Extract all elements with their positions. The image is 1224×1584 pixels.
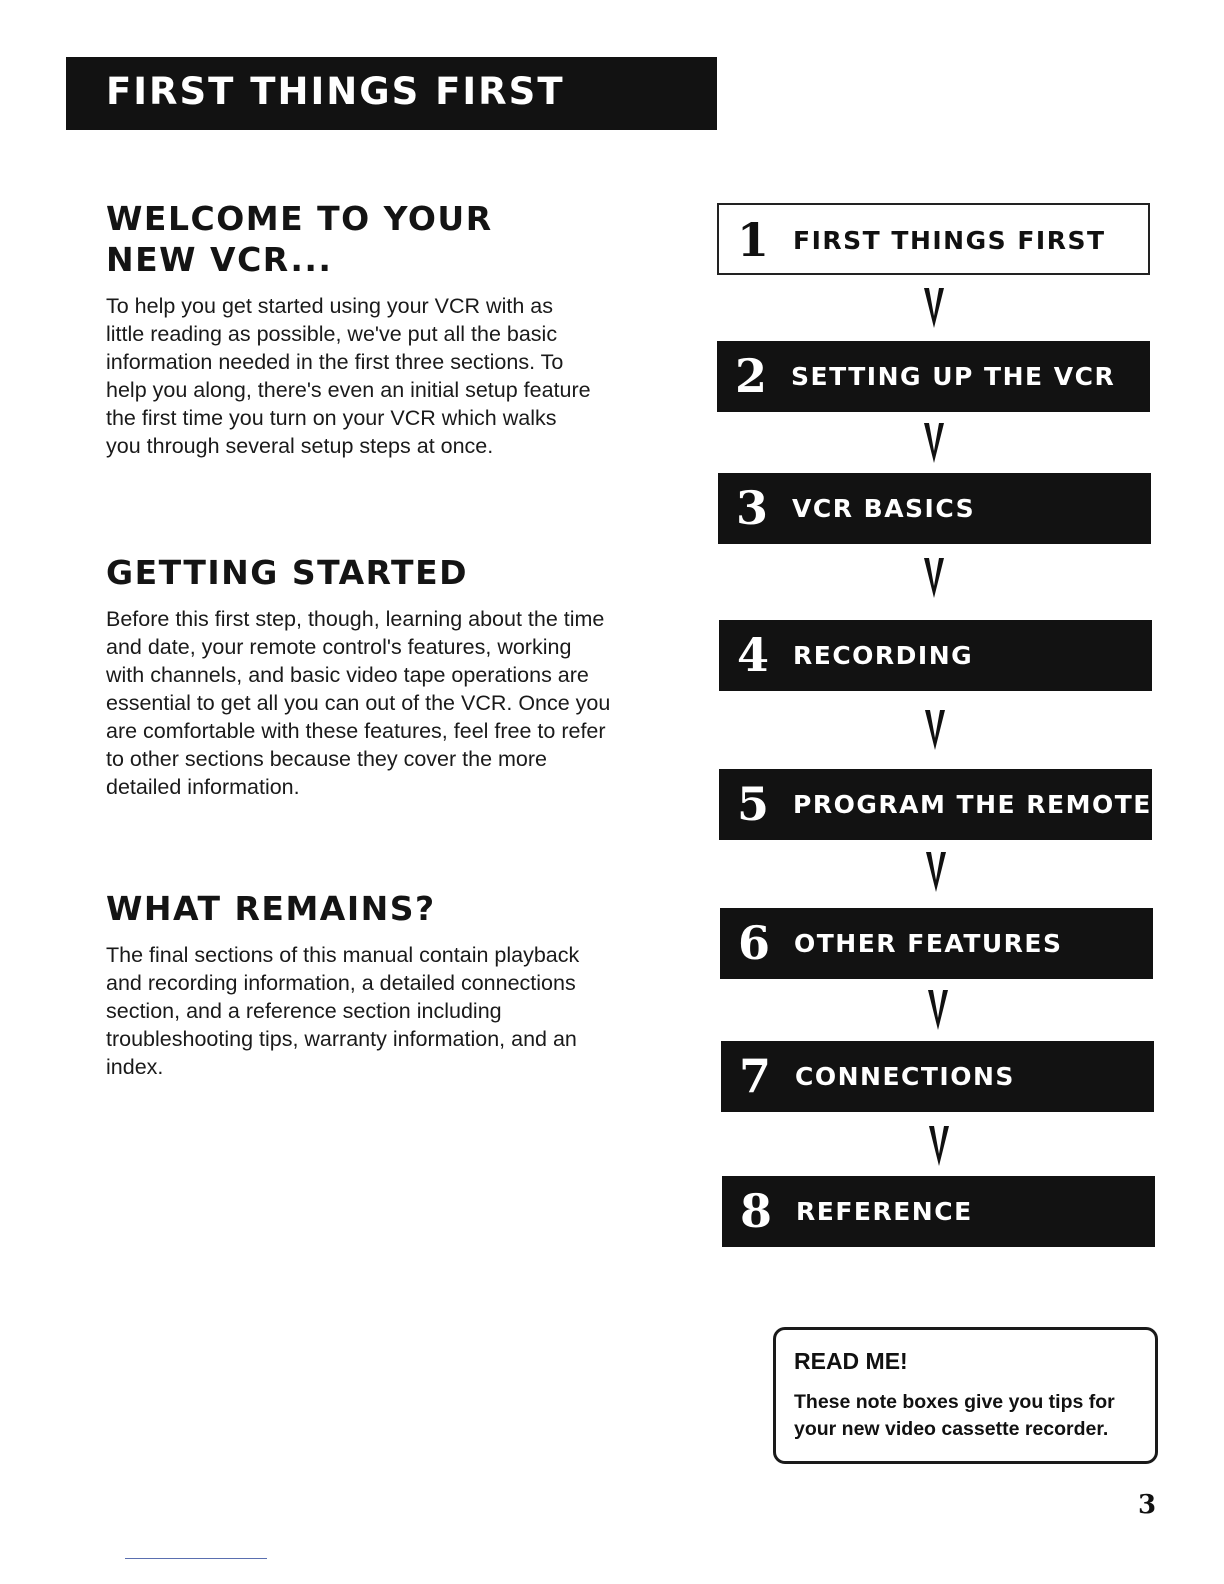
flow-step-number: 6 [738, 916, 771, 970]
flow-step-5 [719, 769, 1152, 840]
flow-step-1 [717, 203, 1150, 275]
flow-step-7 [721, 1041, 1154, 1112]
header-band [66, 57, 717, 130]
down-arrow-icon [923, 708, 947, 752]
flow-step-number: 2 [735, 349, 768, 403]
flow-step-label: RECORDING [793, 641, 974, 670]
flow-step-2 [717, 341, 1150, 412]
flow-step-number: 3 [736, 481, 769, 535]
section-body: Before this first step, though, learning about the time and date, your remote control's features, working with channels, and basic video tape operations are essential to get all you can out of the VCR. Once you are comfortable with these features, feel free to refer to other sections because they cover the more detailed information. [106, 607, 611, 799]
flow-step-label: PROGRAM THE REMOTE [793, 790, 1152, 819]
note-box [773, 1327, 1158, 1464]
flow-step-number: 8 [740, 1184, 773, 1238]
flow-step-label: OTHER FEATURES [794, 929, 1063, 958]
page-title: FIRST THINGS FIRST [106, 70, 565, 113]
flow-step-number: 7 [739, 1049, 772, 1103]
section-body: The final sections of this manual contain playback and recording information, a detailed connections section, and a reference section including troubleshooting tips, warranty information, and an index. [106, 943, 580, 1079]
section-heading: WHAT REMAINS? [106, 889, 436, 928]
down-arrow-icon [922, 286, 946, 330]
down-arrow-icon [924, 850, 948, 894]
flow-step-number: 5 [737, 777, 770, 831]
flow-step-label: VCR BASICS [792, 494, 976, 523]
flow-step-6 [720, 908, 1153, 979]
flow-step-number: 1 [737, 213, 770, 267]
section-what-remains [106, 888, 616, 1081]
section-body: To help you get started using your VCR with as little reading as possible, we've put all the basic information needed in the first three sections. To help you along, there's even an initial setup feature the first time you turn on your VCR which walks you through several setup steps at once. [106, 294, 591, 458]
flow-step-label: CONNECTIONS [795, 1062, 1015, 1091]
divider [125, 1558, 267, 1559]
section-welcome [106, 198, 616, 460]
note-body: These note boxes give you tips for your new video cassette recorder. [794, 1391, 1115, 1440]
flow-step-4 [719, 620, 1152, 691]
flow-step-label: REFERENCE [796, 1197, 973, 1226]
section-heading: WELCOME TO YOUR NEW VCR... [106, 199, 493, 279]
note-title: READ ME! [794, 1348, 908, 1374]
down-arrow-icon [927, 1124, 951, 1168]
flow-step-8 [722, 1176, 1155, 1247]
down-arrow-icon [922, 421, 946, 465]
flow-step-label: FIRST THINGS FIRST [793, 226, 1106, 255]
section-heading: GETTING STARTED [106, 553, 469, 592]
down-arrow-icon [926, 988, 950, 1032]
flow-step-number: 4 [737, 628, 770, 682]
page-number: 3 [1138, 1490, 1157, 1520]
flow-step-3 [718, 473, 1151, 544]
down-arrow-icon [922, 556, 946, 600]
section-getting-started [106, 552, 616, 801]
flow-step-label: SETTING UP THE VCR [791, 362, 1116, 391]
